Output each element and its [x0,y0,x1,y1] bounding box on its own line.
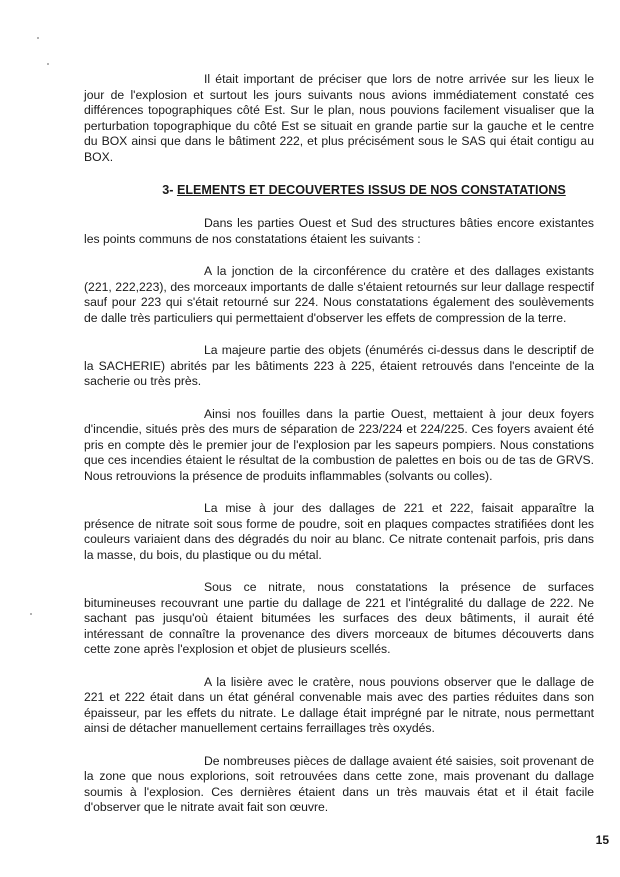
paragraph-topographic-differences: Il était important de préciser que lors de notre arrivée sur les lieux le jour de l'explosion et surtout les jours suivants nous avions immédiatement constaté ces différences topographiques côté Est. Sur le plan, nous pouvions facilement visualiser que la perturbation topographique du côté Est se situait en grande partie sur la gauche et le centre du BOX ainsi que dans le bâtiment 222, et plus précisément sous le SAS qui était contigu au BOX. [84,72,594,164]
paragraph-seized-slabs: De nombreuses pièces de dallage avaient été saisies, soit provenant de la zone que nous explorions, soit retrouvées dans cette zone, mais provenant du dallage soumis à l'explosion. Ces dernières étaient dans un très mauvais état et il était facile d'observer que le nitrate avait fait son œuvre. [84,753,594,814]
paragraph-crater-junction: A la jonction de la circonférence du cratère et des dallages existants (221, 222,223), des morceaux importants de dalle s'étaient retournés sur leur dallage respectif sauf pour 223 qui s'était retourné sur 224. Nous constatations également des soulèvements de dalle très particuliers qui permettaient d'observer les effets de compression de la terre. [84,264,594,325]
scan-speck [37,37,39,39]
page-number: 15 [595,833,609,847]
document-body [84,72,594,833]
section-heading-number: 3- [162,183,177,197]
paragraph-bituminous-surfaces: Sous ce nitrate, nous constatations la présence de surfaces bitumineuses recouvrant une partie du dallage de 221 et l'intégralité du dallage de 222. Ne sachant pas jusqu'où étaient bitumées les surfaces des deux bâtiments, il aurait été intéressant de connaître la provenance des divers morceaux de bitumes découverts dans cette zone après l'explosion et objet de plusieurs scellés. [84,580,594,656]
paragraph-nitrate-presence: La mise à jour des dallages de 221 et 222, faisait apparaître la présence de nitrate soit sous forme de poudre, soit en plaques compactes stratifiées dont les couleurs variaient dans des dégradés du noir au blanc. Ce nitrate contenait parfois, pris dans la masse, du bois, du plastique ou du métal. [84,501,594,562]
section-heading-title: ELEMENTS ET DECOUVERTES ISSUS DE NOS CONSTATATIONS [176,183,566,197]
scan-speck [30,613,32,615]
paragraph-fire-foci: Ainsi nos fouilles dans la partie Ouest, mettaient à jour deux foyers d'incendie, situés près des murs de séparation de 223/224 et 224/225. Ces foyers avaient été pris en compte dès le premier jour de l'explosion par les sapeurs pompiers. Nous constations que ces incendies étaient le résultat de la combustion de palettes en bois ou de tas de GRVS. Nous retrouvions la présence de produits inflammables (solvants ou colles). [84,406,594,483]
section-heading [84,182,594,198]
paragraph-intro-findings: Dans les parties Ouest et Sud des structures bâties encore existantes les points communs de nos constatations étaient les suivants : [84,216,594,246]
paragraph-crater-edge: A la lisière avec le cratère, nous pouvions observer que le dallage de 221 et 222 était dans un état général convenable mais avec des parties réduites dans son épaisseur, par les effets du nitrate. Le dallage était imprégné par le nitrate, nous permettant ainsi de détacher manuellement certains ferraillages très oxydés. [84,674,594,735]
scan-speck [47,63,49,65]
paragraph-sacherie-objects: La majeure partie des objets (énumérés ci-dessus dans le descriptif de la SACHERIE) abrités par les bâtiments 223 à 225, étaient retrouvés dans l'enceinte de la sacherie ou très près. [84,343,594,388]
